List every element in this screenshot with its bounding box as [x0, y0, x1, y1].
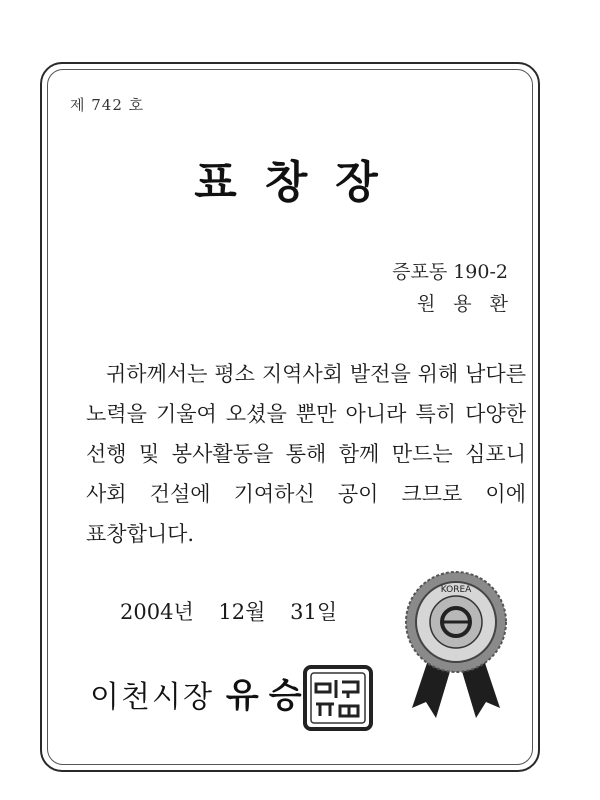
issue-date: [120, 596, 355, 626]
certificate-body: 귀하께서는 평소 지역사회 발전을 위해 남다른 노력을 기울여 오셨을 뿐만 아니라 특히 다양한 선행 및 봉사활동을 통해 함께 만드는 심포니 사회 건설에 기여하신 공이 크므로 이에 표창합니다.: [86, 362, 526, 546]
medal-ribbon-emblem: [398, 570, 514, 730]
official-seal-stamp: [302, 664, 374, 732]
issue-date-month: 12월: [218, 600, 266, 624]
medal-text: KOREA: [440, 585, 472, 595]
issuer-signature: [90, 668, 312, 717]
recipient-name: 원용환: [416, 293, 526, 315]
recipient-address: 증포동 190-2: [392, 261, 508, 283]
certificate-title: 표창장: [194, 157, 406, 208]
issuer-name: 유승: [225, 676, 312, 716]
issuer-title: 이천시장: [90, 680, 214, 715]
issue-date-year: 2004년: [120, 600, 194, 624]
certificate-number: 제 742 호: [70, 96, 145, 114]
issue-date-day: 31일: [290, 600, 338, 624]
recipient-block: [392, 256, 526, 320]
